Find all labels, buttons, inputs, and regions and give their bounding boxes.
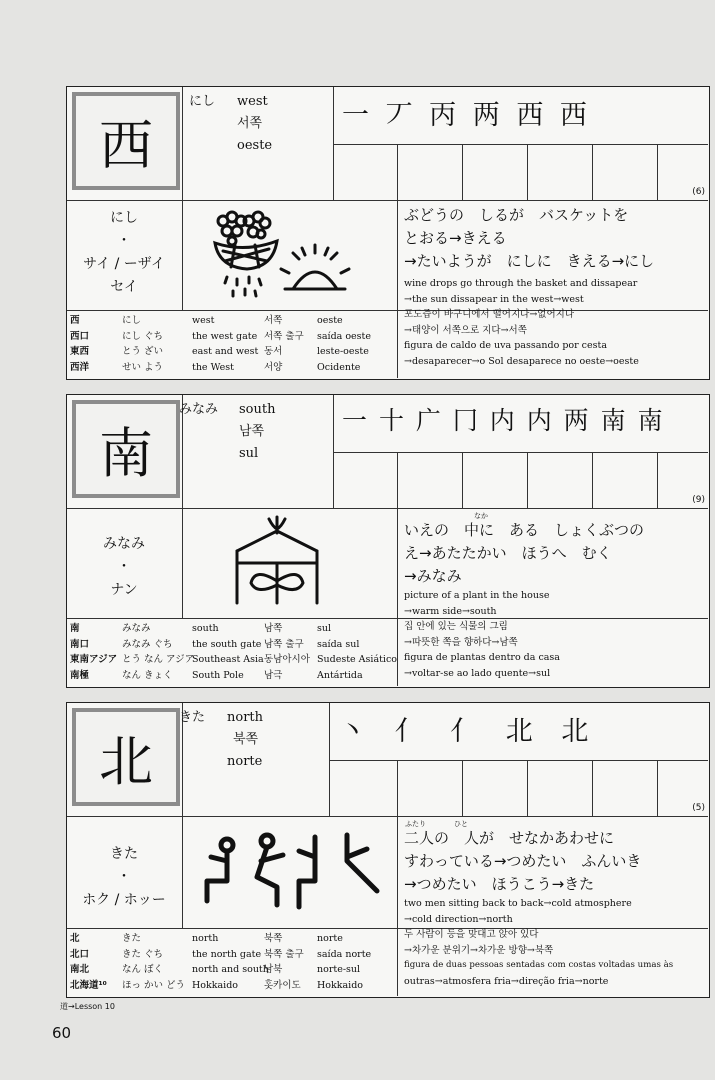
- vocab-cell: なん ぼく: [122, 964, 164, 975]
- vocab-cell: Antártida: [317, 669, 363, 681]
- meaning-pt: oeste: [237, 138, 273, 153]
- page-number: 60: [52, 1024, 72, 1042]
- story-translations: [404, 588, 706, 682]
- vocab-cell: 北: [70, 933, 80, 944]
- kanji-card-57: [66, 86, 710, 380]
- vocab-cell: みなみ ぐち: [122, 638, 173, 650]
- stroke-count: (6): [692, 187, 705, 197]
- vocab-table: [67, 313, 397, 375]
- vocab-cell: norte-sul: [317, 964, 361, 975]
- vocab-cell: みなみ: [122, 623, 151, 634]
- story-pt: figura de duas pessoas sentadas com costas voltadas umas às: [404, 960, 674, 971]
- reading-kun: にし: [110, 210, 138, 226]
- vocab-row: [67, 360, 397, 376]
- meaning-ko: 서쪽: [237, 116, 263, 131]
- mnemonic-illustration: [217, 511, 357, 615]
- vocab-cell: Ocidente: [317, 361, 361, 373]
- meaning-en: south: [239, 402, 276, 417]
- meaning-pt: sul: [239, 446, 259, 461]
- vocab-row: [67, 962, 397, 978]
- vocab-cell: north and south: [192, 964, 269, 975]
- kanji-character: 西: [72, 92, 180, 190]
- vocab-cell: South Pole: [192, 669, 244, 681]
- vocab-cell: saída norte: [317, 948, 372, 960]
- vocab-cell: Sudeste Asiático: [317, 654, 397, 665]
- story-ko: 포도즙이 바구니에서 떨어지다→없어지다: [404, 309, 575, 321]
- mnemonic-illustration: [187, 821, 387, 925]
- vocab-cell: Southeast Asia: [192, 654, 264, 665]
- vocab-cell: ほっ かい どう: [122, 979, 186, 991]
- story-jp-line: とおる→きえる: [404, 229, 507, 247]
- vocab-cell: 南: [70, 623, 80, 634]
- vocab-cell: 北海道¹⁰: [70, 979, 107, 991]
- vocab-cell: 북쪽 출구: [264, 948, 304, 960]
- story-translations: [404, 276, 706, 370]
- vocab-cell: 동서: [264, 346, 283, 357]
- mnemonic-illustration: [185, 203, 355, 307]
- vocab-cell: 서양: [264, 361, 283, 373]
- stroke-order: 一 十 广 冂 内 内 两 南 南: [342, 406, 665, 435]
- vocab-cell: south: [192, 623, 219, 634]
- vocab-cell: とう ざい: [122, 346, 164, 357]
- meaning-en: north: [227, 710, 264, 725]
- story-jp-line: いえの 中に ある しょくぶつの: [404, 521, 645, 539]
- lesson-reference: 道→Lesson 10: [60, 1002, 115, 1011]
- vocab-cell: leste-oeste: [317, 346, 369, 357]
- story-ko: 두 사람이 등을 맞대고 앉아 있다: [404, 929, 539, 941]
- story-jp-line: →つめたい ほうこう→きた: [404, 875, 595, 893]
- vocab-row: [67, 668, 397, 684]
- story-ko: →따뜻한 쪽을 향하다→남쪽: [404, 636, 518, 648]
- story-pt: figura de caldo de uva passando por cesta: [404, 340, 607, 352]
- vocab-cell: 東南アジア: [70, 654, 118, 665]
- vocab-table: [67, 931, 397, 993]
- vocab-cell: きた ぐち: [122, 948, 164, 960]
- vocab-cell: sul: [317, 623, 332, 634]
- vocab-cell: the west gate: [192, 330, 258, 342]
- stroke-order: 一 丆 丙 两 西 西: [342, 100, 591, 131]
- vocab-cell: norte: [317, 933, 343, 944]
- story-en: picture of a plant in the house: [404, 590, 550, 601]
- reading-on: ホク / ホッー: [82, 892, 166, 908]
- story-jp-line: 二人の 人が せなかあわせに: [404, 829, 615, 847]
- furigana: ふたり ひと: [405, 820, 468, 828]
- vocab-cell: にし ぐち: [122, 330, 164, 342]
- vocab-cell: saída sul: [317, 638, 360, 650]
- vocab-cell: 남쪽 출구: [264, 638, 304, 650]
- stroke-order: 丶 ⺅ ⺅ 北 北: [339, 716, 599, 747]
- vocab-cell: 남북: [264, 964, 283, 975]
- story-pt: outras→atmosfera fria→direção fria→norte: [404, 975, 609, 987]
- reading-kun: きた: [110, 846, 138, 862]
- reading-on-2: セイ: [110, 279, 138, 295]
- vocab-cell: 서쪽: [264, 315, 283, 326]
- vocab-cell: 西: [70, 315, 80, 326]
- vocab-cell: 홋카이도: [264, 979, 301, 991]
- meaning-pt: norte: [227, 754, 263, 769]
- readings: [67, 207, 181, 299]
- story-en: →warm side→south: [404, 605, 497, 617]
- story-en: two men sitting back to back→cold atmosphere: [404, 898, 632, 909]
- meaning-block: [179, 399, 275, 465]
- reading-kun: みなみ: [103, 536, 145, 552]
- story-jp-line: え→あたたかい ほうへ むく: [404, 544, 612, 562]
- reading-dot: ・: [117, 233, 131, 249]
- kanji-card-58: [66, 394, 710, 688]
- vocab-cell: saída oeste: [317, 330, 371, 342]
- vocab-cell: 동남아시아: [264, 654, 310, 665]
- story-jp-line: ぶどうの しるが バスケットを: [404, 206, 629, 224]
- mnemonic-story: [404, 827, 706, 896]
- vocab-cell: にし: [122, 315, 142, 326]
- meaning-jp: にし: [189, 94, 216, 109]
- reading-on: サイ / ーザイ: [83, 256, 165, 272]
- meaning-en: west: [237, 94, 268, 109]
- story-en: →the sun dissapear in the west→west: [404, 293, 584, 305]
- meaning-block: [189, 91, 272, 157]
- story-jp-line: →たいようが にしに きえる→にし: [404, 252, 655, 270]
- vocab-cell: Hokkaido: [192, 979, 239, 991]
- meaning-ko: 남쪽: [239, 424, 265, 439]
- vocab-cell: せい よう: [122, 361, 164, 373]
- vocab-row: [67, 652, 397, 668]
- vocab-cell: 南口: [70, 638, 90, 650]
- story-ko: 집 안에 있는 식물의 그림: [404, 621, 508, 633]
- vocab-table: [67, 621, 397, 683]
- vocab-cell: 남극: [264, 669, 283, 681]
- story-translations: [404, 896, 706, 990]
- vocab-cell: きた: [122, 933, 142, 944]
- story-jp-line: すわっている→つめたい ふんいき: [404, 852, 642, 870]
- vocab-cell: north: [192, 933, 219, 944]
- vocab-cell: Hokkaido: [317, 979, 364, 991]
- vocab-row: [67, 931, 397, 947]
- vocab-row: [67, 344, 397, 360]
- furigana: なか: [474, 512, 488, 520]
- story-jp-line: →みなみ: [404, 567, 462, 585]
- mnemonic-story: [404, 519, 706, 588]
- vocab-cell: 서쪽 출구: [264, 330, 304, 342]
- vocab-cell: the north gate: [192, 948, 262, 960]
- vocab-cell: 東西: [70, 346, 90, 357]
- vocab-row: [67, 947, 397, 963]
- kanji-character: 北: [72, 708, 180, 806]
- vocab-cell: 남쪽: [264, 623, 283, 634]
- readings: [67, 843, 181, 912]
- readings: [67, 533, 181, 602]
- mnemonic-story: [404, 204, 706, 273]
- story-pt: →desaparecer→o Sol desaparece no oeste→oeste: [404, 355, 639, 367]
- story-ko: →차가운 분위기→차가운 방향→북쪽: [404, 944, 554, 956]
- vocab-cell: 西口: [70, 330, 90, 342]
- story-ko: →태양이 서쪽으로 지다→서쪽: [404, 324, 527, 336]
- kanji-card-59: [66, 702, 710, 998]
- story-en: →cold direction→north: [404, 913, 513, 925]
- vocab-cell: the West: [192, 361, 234, 373]
- vocab-cell: 西洋: [70, 361, 90, 373]
- meaning-block: [179, 707, 263, 773]
- reading-dot: ・: [117, 869, 131, 885]
- vocab-cell: west: [192, 315, 215, 326]
- vocab-cell: the south gate: [192, 638, 262, 650]
- vocab-cell: とう なん アジア: [122, 654, 195, 665]
- story-en: wine drops go through the basket and dissapear: [404, 278, 638, 289]
- reading-on: ナン: [110, 582, 138, 598]
- kanji-character: 南: [72, 400, 180, 498]
- meaning-ko: 북쪽: [233, 732, 259, 747]
- vocab-cell: oeste: [317, 315, 343, 326]
- stroke-count: (5): [692, 803, 705, 813]
- story-pt: figura de plantas dentro da casa: [404, 652, 560, 664]
- vocab-cell: east and west: [192, 346, 259, 357]
- vocab-row: [67, 329, 397, 345]
- vocab-row: [67, 637, 397, 653]
- stroke-count: (9): [692, 495, 705, 505]
- vocab-cell: 북쪽: [264, 933, 283, 944]
- meaning-jp: みなみ: [179, 402, 219, 417]
- reading-dot: ・: [117, 559, 131, 575]
- vocab-cell: 南北: [70, 964, 90, 975]
- vocab-cell: なん きょく: [122, 669, 173, 681]
- vocab-row: [67, 978, 397, 994]
- vocab-row: [67, 313, 397, 329]
- story-pt: →voltar-se ao lado quente→sul: [404, 667, 551, 679]
- meaning-jp: きた: [179, 710, 206, 725]
- vocab-cell: 北口: [70, 948, 90, 960]
- vocab-cell: 南極: [70, 669, 90, 681]
- vocab-row: [67, 621, 397, 637]
